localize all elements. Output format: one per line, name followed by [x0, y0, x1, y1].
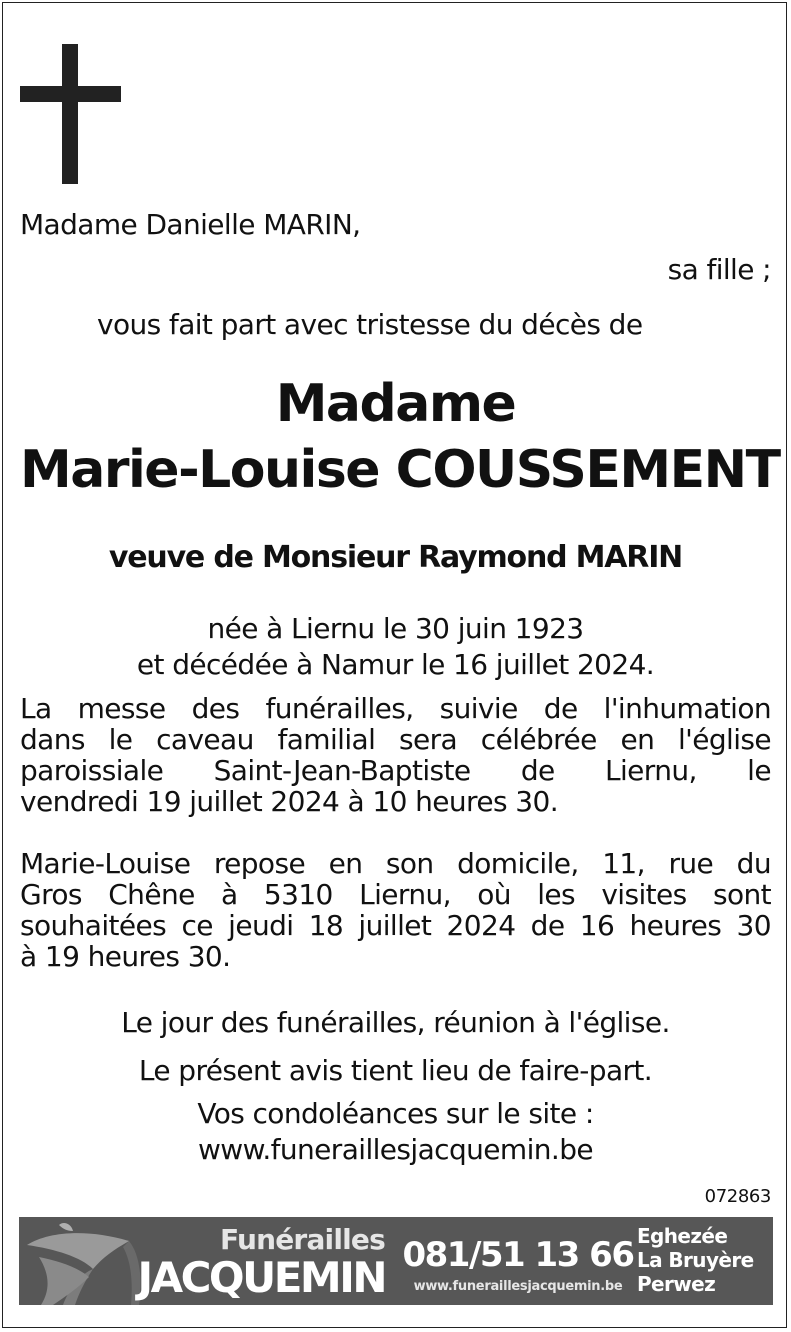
paragraph-line: paroissiale Saint-Jean-Baptiste de Liernu, le	[20, 754, 771, 787]
cross-icon	[20, 44, 121, 184]
paragraph-line: dans le caveau familial sera célébrée en l'église	[20, 723, 771, 756]
condolences-label: Vos condoléances sur le site :	[197, 1097, 594, 1130]
paragraph-line: Marie-Louise repose en son domicile, 11, rue du	[20, 847, 771, 880]
announcer-relation: sa fille ;	[667, 253, 771, 286]
banner-company-name: JACQUEMIN	[137, 1253, 385, 1302]
banner-location: Eghezée	[637, 1224, 728, 1248]
birth-info: née à Liernu le 30 juin 1923	[207, 612, 584, 645]
funeral-mass-paragraph	[20, 693, 771, 817]
paragraph-line: souhaitées ce jeudi 18 juillet 2024 de 16 heures 30	[20, 909, 771, 942]
faire-part-info: Le présent avis tient lieu de faire-part.	[138, 1054, 653, 1087]
funeral-home-banner	[19, 1217, 773, 1305]
reference-number: 072863	[704, 1186, 771, 1207]
deceased-name: Marie-Louise COUSSEMENT	[20, 440, 780, 500]
banner-location: La Bruyère	[637, 1248, 754, 1272]
announcer-name: Madame Danielle MARIN,	[20, 208, 361, 241]
death-info: et décédée à Namur le 16 juillet 2024.	[136, 648, 655, 681]
announcement-text: vous fait part avec tristesse du décès de	[97, 308, 643, 341]
condolences-website-link[interactable]: www.funeraillesjacquemin.be	[197, 1133, 593, 1166]
banner-funerailles: Funérailles	[220, 1223, 385, 1256]
paragraph-line: Gros Chêne à 5310 Liernu, où les visites sont	[20, 878, 771, 911]
widow-of: veuve de Monsieur Raymond MARIN	[108, 540, 683, 575]
banner-location: Perwez	[637, 1272, 716, 1296]
paragraph-line: à 19 heures 30.	[20, 940, 231, 973]
meeting-info: Le jour des funérailles, réunion à l'église.	[121, 1006, 670, 1039]
banner-website-link[interactable]: www.funeraillesjacquemin.be	[413, 1279, 623, 1294]
banner-phone: 081/51 13 66	[402, 1235, 634, 1275]
paragraph-line: vendredi 19 juillet 2024 à 10 heures 30.	[20, 785, 558, 818]
deceased-title: Madame	[275, 374, 516, 434]
paragraph-line: La messe des funérailles, suivie de l'inhumation	[20, 692, 771, 725]
visitation-paragraph	[20, 848, 771, 972]
